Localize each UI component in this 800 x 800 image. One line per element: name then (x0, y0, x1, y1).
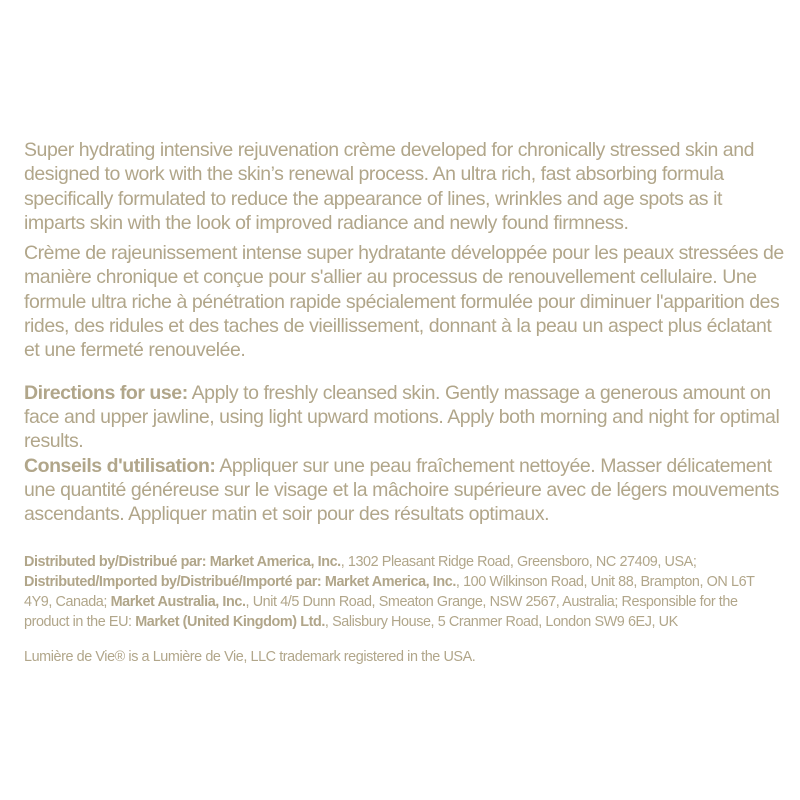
directions-english (24, 381, 784, 454)
legal-distributor-info (24, 552, 784, 632)
distributor-usa-address: , 1302 Pleasant Ridge Road, Greensboro, NC 27409, USA; (340, 554, 697, 571)
directions-french-text: Appliquer sur une peau fraîchement nettoyée. Masser délicatement une quantité généreuse sur le visage et la mâchoire supérieure avec de légers mouvements ascendants. Appliquer matin et soir pour des résultats optimaux. (24, 454, 779, 526)
distributor-australia-label: Market Australia, Inc. (110, 594, 246, 611)
distributor-uk-address: , Salisbury House, 5 Cranmer Road, London SW9 6EJ, UK (324, 614, 678, 631)
spacer (24, 363, 784, 381)
label-text-block (24, 138, 784, 681)
distributor-usa-label: Distributed by/Distribué par: Market America, Inc. (24, 554, 341, 571)
description-french: Crème de rajeunissement intense super hydratante développée pour les peaux stressées de manière chronique et conçue pour s'allier au processus de renouvellement cellulaire. Une formule ultra riche à pénétration rapide spécialement formulée pour diminuer l'apparition des rides, des ridules et des taches de vieillissement, donnant à la peau un aspect plus éclatant et une fermeté renouvelée. (24, 242, 784, 362)
trademark-notice: Lumière de Vie® is a Lumière de Vie, LLC trademark registered in the USA. (24, 648, 476, 665)
directions-english-text: Apply to freshly cleansed skin. Gently massage a generous amount on face and upper jawline, using light upward motions. Apply both morning and night for optimal results. (24, 381, 780, 453)
directions-english-label: Directions for use: (24, 381, 188, 404)
description-english: Super hydrating intensive rejuvenation crème developed for chronically stressed skin and designed to work with the skin’s renewal process. An ultra rich, fast absorbing formula specifically formulated to reduce the appearance of lines, wrinkles and age spots as it imparts skin with the look of improved radiance and newly found firmness. (24, 139, 754, 234)
directions-french-label: Conseils d'utilisation: (24, 454, 216, 477)
distributor-canada-label: Distributed/Imported by/Distribué/Importé par: Market America, Inc. (24, 574, 456, 591)
distributor-canada-address: , 100 Wilkinson Road, Unit 88, Brampton, ON L6T 4Y9, Canada; (24, 574, 755, 611)
distributor-uk-label: Market (United Kingdom) Ltd. (135, 614, 325, 631)
directions-french (24, 454, 784, 527)
distributor-australia-address: , Unit 4/5 Dunn Road, Smeaton Grange, NSW 2567, Australia; Responsible for the product in the EU: (24, 594, 738, 631)
